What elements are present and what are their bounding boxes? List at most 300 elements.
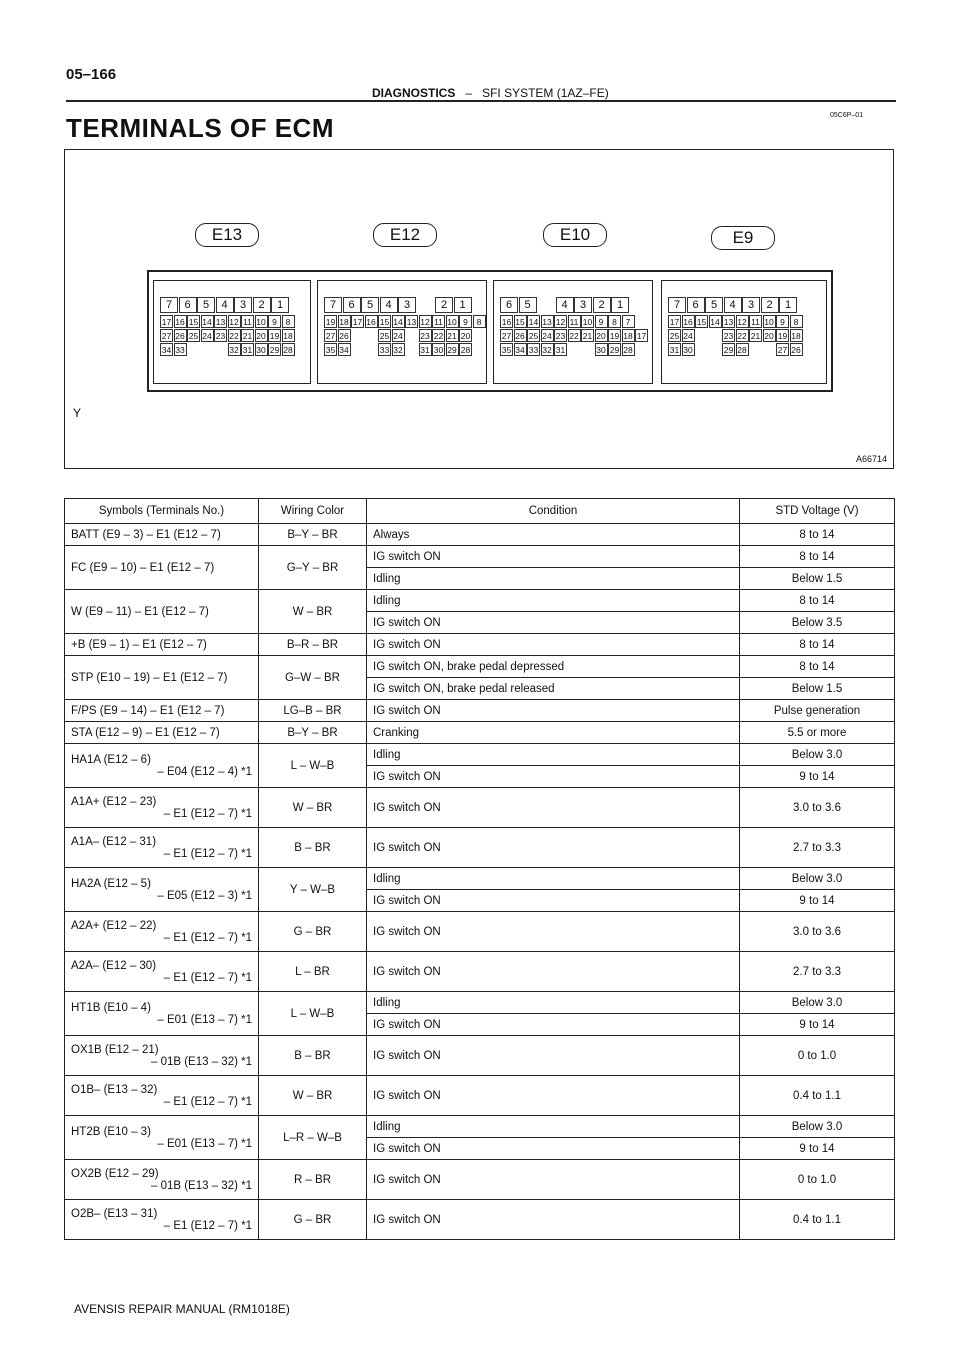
table-row	[65, 788, 895, 828]
pin-terminal: 15	[696, 317, 707, 327]
pin-terminal: 23	[723, 331, 734, 341]
pin-row	[668, 315, 803, 328]
pin-terminal: 12	[737, 317, 747, 327]
terminal-symbol-line1: W (E9 – 11) – E1 (E12 – 7)	[71, 605, 209, 618]
pin-terminal: 6	[687, 297, 705, 313]
condition: IG switch ON	[367, 1138, 740, 1160]
std-voltage: 2.7 to 3.3	[740, 828, 895, 868]
pin-terminal: 25	[669, 331, 680, 341]
wiring-color: L – W–B	[259, 992, 367, 1036]
std-voltage: 8 to 14	[740, 634, 895, 656]
std-voltage: 0.4 to 1.1	[740, 1200, 895, 1240]
std-voltage: 8 to 14	[740, 524, 895, 546]
table-row	[65, 1116, 895, 1138]
pin-terminal: 21	[447, 331, 457, 341]
pin-terminal: 22	[569, 331, 579, 341]
pin-row	[324, 329, 473, 342]
terminal-symbol-line1: F/PS (E9 – 14) – E1 (E12 – 7)	[71, 704, 225, 717]
std-voltage: 8 to 14	[740, 656, 895, 678]
pin-row	[160, 343, 295, 356]
pin-terminal: 20	[764, 331, 774, 341]
pin-row	[324, 297, 472, 313]
condition: IG switch ON	[367, 912, 740, 952]
pin-terminal: 27	[161, 331, 172, 341]
wiring-color: L – BR	[259, 952, 367, 992]
condition: IG switch ON	[367, 1014, 740, 1036]
pin-gap	[568, 343, 581, 356]
table-row	[65, 524, 895, 546]
pin-terminal: 31	[669, 345, 680, 355]
pin-row	[500, 343, 635, 356]
std-voltage: Below 3.0	[740, 744, 895, 766]
wiring-color: B–Y – BR	[259, 722, 367, 744]
connector-label-e9: E9	[711, 226, 775, 250]
pin-terminal: 16	[366, 317, 376, 327]
pin-terminal: 8	[282, 315, 295, 328]
connector-e9	[661, 280, 827, 384]
terminal-symbol-line1: STA (E12 – 9) – E1 (E12 – 7)	[71, 726, 220, 739]
condition: Idling	[367, 992, 740, 1014]
pin-terminal: 7	[668, 297, 686, 313]
condition: IG switch ON	[367, 700, 740, 722]
pin-terminal: 1	[271, 297, 289, 313]
pin-terminal: 11	[241, 315, 254, 328]
pin-terminal: 9	[776, 315, 789, 328]
wiring-color: Y – W–B	[259, 868, 367, 912]
condition: IG switch ON	[367, 1036, 740, 1076]
condition: Cranking	[367, 722, 740, 744]
pin-terminal: 25	[188, 331, 199, 341]
pin-terminal: 6	[179, 297, 197, 313]
pin-terminal: 20	[256, 331, 266, 341]
wiring-color: B–Y – BR	[259, 524, 367, 546]
table-row	[65, 1036, 895, 1076]
terminal-symbol	[65, 634, 259, 656]
terminal-symbol	[65, 524, 259, 546]
table-header-row	[65, 499, 895, 524]
terminal-symbol-line2: – E1 (E12 – 7) *1	[163, 971, 252, 984]
table-row	[65, 868, 895, 890]
pin-terminal: 11	[568, 315, 581, 328]
std-voltage: Below 3.5	[740, 612, 895, 634]
terminal-symbol-line1: O1B– (E13 – 32)	[71, 1083, 158, 1096]
terminal-symbol-line1: HT2B (E10 – 3)	[71, 1125, 151, 1138]
pin-terminal: 6	[343, 297, 361, 313]
table-row	[65, 722, 895, 744]
terminal-symbol-line1: HA2A (E12 – 5)	[71, 877, 151, 890]
terminal-symbol	[65, 1116, 259, 1160]
header-separator: –	[465, 86, 473, 100]
pin-gap	[405, 343, 418, 356]
pin-row	[324, 315, 486, 328]
terminal-symbol-line1: A1A– (E12 – 31)	[71, 835, 157, 848]
std-voltage: 2.7 to 3.3	[740, 952, 895, 992]
pin-terminal: 8	[473, 315, 486, 328]
pin-terminal: 27	[325, 331, 336, 341]
pin-gap	[763, 343, 776, 356]
table-row	[65, 744, 895, 766]
pin-terminal: 32	[542, 345, 552, 355]
std-voltage: 8 to 14	[740, 590, 895, 612]
wiring-color: G–W – BR	[259, 656, 367, 700]
pin-terminal: 30	[596, 345, 606, 355]
terminal-symbol	[65, 788, 259, 828]
std-voltage: Below 3.0	[740, 992, 895, 1014]
pin-terminal: 27	[501, 331, 512, 341]
header-wiring-color: Wiring Color	[259, 499, 367, 524]
pin-terminal: 15	[188, 317, 199, 327]
pin-terminal: 10	[764, 317, 774, 327]
pin-terminal: 4	[724, 297, 742, 313]
connector-e12	[317, 280, 487, 384]
terminal-symbol	[65, 744, 259, 788]
wiring-color: R – BR	[259, 1160, 367, 1200]
pin-terminal: 28	[623, 345, 633, 355]
terminal-symbol	[65, 868, 259, 912]
pin-terminal: 28	[283, 345, 293, 355]
pin-terminal: 17	[352, 317, 363, 327]
pin-terminal: 15	[515, 317, 525, 327]
terminal-symbol-line1: +B (E9 – 1) – E1 (E12 – 7)	[71, 638, 207, 651]
pin-terminal: 29	[723, 345, 734, 355]
pin-terminal: 5	[705, 297, 723, 313]
pin-terminal: 35	[325, 345, 336, 355]
pin-terminal: 30	[683, 345, 693, 355]
pin-terminal: 14	[393, 317, 403, 327]
pin-gap	[695, 329, 708, 342]
pin-terminal: 24	[393, 331, 403, 341]
pin-terminal: 31	[420, 345, 430, 355]
terminal-symbol-line1: A2A+ (E12 – 22)	[71, 919, 157, 932]
terminal-symbol-line2: – E1 (E12 – 7) *1	[163, 847, 252, 860]
pin-gap	[709, 343, 722, 356]
terminal-symbol	[65, 952, 259, 992]
pin-gap	[695, 343, 708, 356]
condition: IG switch ON	[367, 1076, 740, 1116]
terminal-symbol	[65, 590, 259, 634]
terminal-symbol	[65, 1076, 259, 1116]
wiring-color: G–Y – BR	[259, 546, 367, 590]
terminal-symbol-line1: O2B– (E13 – 31)	[71, 1207, 158, 1220]
pin-terminal: 9	[268, 315, 281, 328]
terminal-symbol-line2: – E05 (E12 – 3) *1	[157, 889, 252, 902]
pin-gap	[351, 329, 364, 342]
condition: IG switch ON	[367, 952, 740, 992]
header-std-voltage: STD Voltage (V)	[740, 499, 895, 524]
pin-terminal: 17	[669, 317, 680, 327]
terminal-symbol-line1: STP (E10 – 19) – E1 (E12 – 7)	[71, 671, 228, 684]
pin-terminal: 30	[256, 345, 266, 355]
pin-terminal: 34	[339, 345, 349, 355]
pin-terminal: 25	[528, 331, 539, 341]
pin-terminal: 3	[234, 297, 252, 313]
terminal-symbol	[65, 546, 259, 590]
pin-terminal: 28	[737, 345, 747, 355]
header-rule	[66, 100, 896, 102]
pin-terminal: 33	[379, 345, 390, 355]
pin-terminal: 1	[779, 297, 797, 313]
std-voltage: 9 to 14	[740, 766, 895, 788]
pin-terminal: 4	[380, 297, 398, 313]
pin-gap	[187, 343, 200, 356]
pin-terminal: 19	[777, 331, 788, 341]
pin-gap	[581, 343, 594, 356]
terminal-symbol-line2: – E01 (E13 – 7) *1	[157, 1013, 252, 1026]
terminal-symbol-line2: – E1 (E12 – 7) *1	[163, 931, 252, 944]
pin-row	[160, 315, 295, 328]
table-row	[65, 546, 895, 568]
pin-terminal: 10	[447, 317, 457, 327]
pin-terminal: 3	[742, 297, 760, 313]
header-system: SFI SYSTEM (1AZ–FE)	[482, 86, 609, 100]
pin-row	[500, 329, 649, 342]
wire-color-label: Y	[73, 406, 82, 420]
pin-terminal: 17	[636, 331, 647, 341]
std-voltage: 0 to 1.0	[740, 1160, 895, 1200]
terminal-symbol-line2: – E04 (E12 – 4) *1	[157, 765, 252, 778]
condition: IG switch ON	[367, 1200, 740, 1240]
pin-terminal: 4	[556, 297, 574, 313]
pin-terminal: 25	[379, 331, 390, 341]
pin-terminal: 5	[361, 297, 379, 313]
pin-terminal: 9	[459, 315, 472, 328]
page-number: 05–166	[66, 66, 117, 83]
pin-terminal: 11	[432, 315, 445, 328]
table-row	[65, 700, 895, 722]
connector-e13	[153, 280, 311, 384]
condition: IG switch ON	[367, 546, 740, 568]
std-voltage: 8 to 14	[740, 546, 895, 568]
terminal-symbol-line1: A1A+ (E12 – 23)	[71, 795, 157, 808]
pin-terminal: 10	[582, 317, 593, 327]
page-footer: AVENSIS REPAIR MANUAL (RM1018E)	[74, 1302, 290, 1316]
pin-row	[160, 329, 295, 342]
std-voltage: 9 to 14	[740, 1014, 895, 1036]
pin-terminal: 23	[215, 331, 226, 341]
pin-terminal: 32	[229, 345, 239, 355]
pin-terminal: 11	[749, 315, 762, 328]
pin-row	[160, 297, 290, 313]
wiring-color: B – BR	[259, 1036, 367, 1076]
pin-terminal: 7	[160, 297, 178, 313]
std-voltage: 0.4 to 1.1	[740, 1076, 895, 1116]
pin-gap	[749, 343, 762, 356]
terminal-symbol-line2: – E1 (E12 – 7) *1	[163, 807, 252, 820]
header-symbols: Symbols (Terminals No.)	[65, 499, 259, 524]
pin-terminal: 29	[609, 345, 620, 355]
pin-terminal: 21	[750, 331, 761, 341]
pin-terminal: 26	[175, 331, 185, 341]
connector-label-e13: E13	[195, 223, 259, 247]
table-row	[65, 634, 895, 656]
pin-terminal: 23	[420, 331, 430, 341]
terminal-symbol	[65, 992, 259, 1036]
terminal-symbol-line1: HA1A (E12 – 6)	[71, 753, 151, 766]
std-voltage: 3.0 to 3.6	[740, 912, 895, 952]
pin-terminal: 26	[515, 331, 525, 341]
pin-terminal: 6	[500, 297, 518, 313]
terminal-symbol	[65, 1036, 259, 1076]
condition: IG switch ON	[367, 828, 740, 868]
std-voltage: 3.0 to 3.6	[740, 788, 895, 828]
pin-terminal: 12	[555, 317, 566, 327]
pin-terminal: 22	[433, 331, 444, 341]
pin-terminal: 19	[609, 331, 620, 341]
wiring-color: W – BR	[259, 1076, 367, 1116]
pin-terminal: 19	[269, 331, 280, 341]
pin-gap	[365, 343, 378, 356]
pin-terminal: 21	[582, 331, 593, 341]
pin-terminal: 33	[528, 345, 539, 355]
std-voltage: 0 to 1.0	[740, 1036, 895, 1076]
pin-terminal: 13	[406, 317, 417, 327]
wiring-color: G – BR	[259, 1200, 367, 1240]
table-row	[65, 992, 895, 1014]
pin-terminal: 3	[574, 297, 592, 313]
pin-terminal: 17	[161, 317, 172, 327]
pin-terminal: 13	[542, 317, 552, 327]
wiring-color: W – BR	[259, 590, 367, 634]
pin-terminal: 8	[608, 315, 621, 328]
table-row	[65, 1160, 895, 1200]
pin-gap	[537, 297, 555, 313]
pin-terminal: 20	[596, 331, 606, 341]
page-header	[372, 86, 609, 100]
pin-terminal: 18	[623, 331, 633, 341]
std-voltage: Pulse generation	[740, 700, 895, 722]
terminal-symbol	[65, 656, 259, 700]
pin-gap	[417, 297, 435, 313]
terminal-symbol-line2: – 01B (E13 – 32) *1	[150, 1055, 252, 1068]
pin-terminal: 24	[542, 331, 552, 341]
table-row	[65, 656, 895, 678]
pin-terminal: 34	[515, 345, 525, 355]
wiring-color: W – BR	[259, 788, 367, 828]
condition: IG switch ON, brake pedal depressed	[367, 656, 740, 678]
pin-terminal: 18	[791, 331, 801, 341]
pin-terminal: 13	[723, 317, 734, 327]
pin-terminal: 12	[229, 317, 239, 327]
wiring-color: L – W–B	[259, 744, 367, 788]
terminal-symbol-line1: A2A– (E12 – 30)	[71, 959, 157, 972]
pin-terminal: 29	[447, 345, 457, 355]
pin-terminal: 16	[175, 317, 185, 327]
pin-terminal: 33	[175, 345, 185, 355]
condition: IG switch ON	[367, 612, 740, 634]
pin-terminal: 26	[791, 345, 801, 355]
ecm-terminal-table	[64, 498, 895, 1240]
condition: Idling	[367, 568, 740, 590]
terminal-symbol	[65, 1200, 259, 1240]
doc-code: 05C6P–01	[830, 112, 864, 119]
terminal-symbol	[65, 722, 259, 744]
table-row	[65, 912, 895, 952]
pin-terminal: 19	[325, 317, 336, 327]
pin-row	[668, 329, 803, 342]
wiring-color: B – BR	[259, 828, 367, 868]
table-row	[65, 590, 895, 612]
std-voltage: 9 to 14	[740, 890, 895, 912]
pin-terminal: 26	[339, 331, 349, 341]
pin-terminal: 16	[501, 317, 512, 327]
std-voltage: Below 3.0	[740, 1116, 895, 1138]
pin-terminal: 22	[737, 331, 747, 341]
pin-terminal: 29	[269, 345, 280, 355]
ecm-connector-housing	[147, 270, 833, 392]
pin-terminal: 35	[501, 345, 512, 355]
pin-terminal: 14	[528, 317, 539, 327]
terminal-symbol-line1: OX2B (E12 – 29)	[71, 1167, 159, 1180]
pin-row	[324, 343, 473, 356]
pin-terminal: 7	[324, 297, 342, 313]
pin-terminal: 24	[683, 331, 693, 341]
pin-terminal: 1	[611, 297, 629, 313]
ecm-connector-figure	[64, 149, 894, 469]
pin-terminal: 2	[593, 297, 611, 313]
table-row	[65, 1076, 895, 1116]
terminal-symbol	[65, 912, 259, 952]
pin-gap	[214, 343, 227, 356]
condition: Idling	[367, 1116, 740, 1138]
condition: IG switch ON, brake pedal released	[367, 678, 740, 700]
condition: Idling	[367, 744, 740, 766]
pin-terminal: 10	[256, 317, 266, 327]
pin-gap	[709, 329, 722, 342]
std-voltage: Below 1.5	[740, 568, 895, 590]
table-row	[65, 828, 895, 868]
pin-terminal: 23	[555, 331, 566, 341]
pin-terminal: 15	[379, 317, 390, 327]
table-row	[65, 952, 895, 992]
figure-id: A66714	[855, 454, 887, 464]
pin-terminal: 22	[229, 331, 239, 341]
pin-terminal: 34	[161, 345, 172, 355]
pin-terminal: 18	[283, 331, 293, 341]
pin-gap	[351, 343, 364, 356]
terminal-symbol-line1: HT1B (E10 – 4)	[71, 1001, 151, 1014]
terminal-symbol-line2: – E1 (E12 – 7) *1	[163, 1219, 252, 1232]
condition: IG switch ON	[367, 1160, 740, 1200]
pin-terminal: 30	[433, 345, 444, 355]
pin-terminal: 32	[393, 345, 403, 355]
terminal-symbol	[65, 828, 259, 868]
pin-row	[500, 315, 635, 328]
pin-terminal: 9	[595, 315, 608, 328]
terminal-symbol-line1: BATT (E9 – 3) – E1 (E12 – 7)	[71, 528, 221, 541]
condition: IG switch ON	[367, 766, 740, 788]
connector-label-e10: E10	[543, 223, 607, 247]
pin-terminal: 20	[460, 331, 471, 341]
pin-terminal: 13	[215, 317, 226, 327]
pin-terminal: 8	[790, 315, 803, 328]
std-voltage: Below 3.0	[740, 868, 895, 890]
pin-terminal: 14	[202, 317, 212, 327]
table-row	[65, 1200, 895, 1240]
terminal-symbol-line2: – 01B (E13 – 32) *1	[150, 1179, 252, 1192]
terminal-symbol	[65, 700, 259, 722]
std-voltage: 9 to 14	[740, 1138, 895, 1160]
condition: IG switch ON	[367, 788, 740, 828]
pin-terminal: 4	[216, 297, 234, 313]
page-title: TERMINALS OF ECM	[66, 113, 334, 143]
pin-terminal: 3	[398, 297, 416, 313]
pin-gap	[405, 329, 418, 342]
terminal-symbol-line2: – E1 (E12 – 7) *1	[163, 1095, 252, 1108]
std-voltage: 5.5 or more	[740, 722, 895, 744]
std-voltage: Below 1.5	[740, 678, 895, 700]
pin-row	[668, 297, 798, 313]
pin-terminal: 5	[197, 297, 215, 313]
